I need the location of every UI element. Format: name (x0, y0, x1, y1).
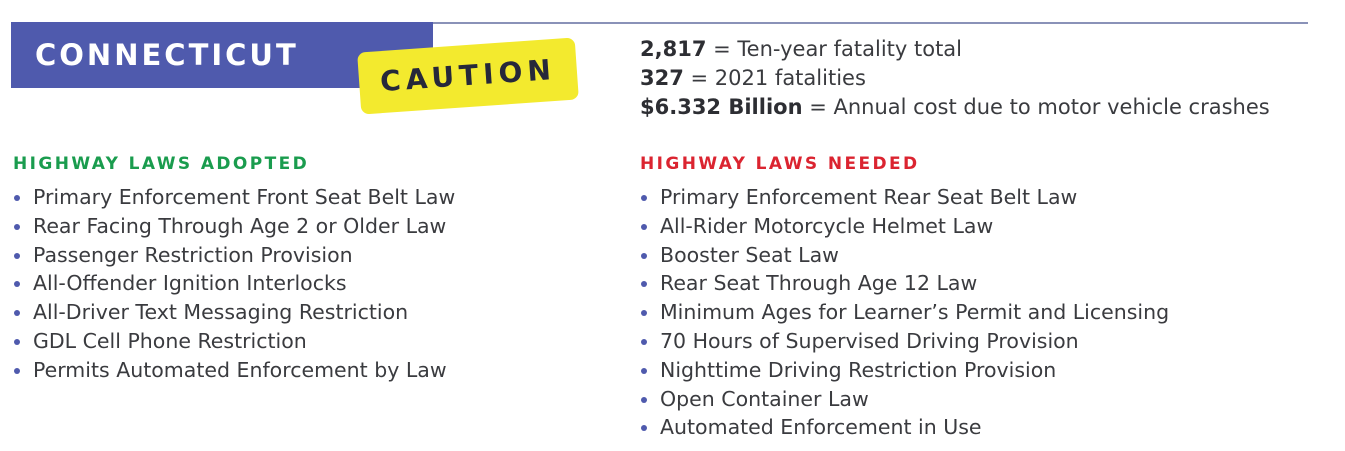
list-item (13, 269, 455, 298)
list-item-text: Permits Automated Enforcement by Law (33, 357, 447, 382)
list-item (13, 327, 455, 356)
stat-label: = Ten-year fatality total (713, 37, 963, 61)
list-item (640, 385, 1169, 414)
bullet-icon (14, 195, 20, 201)
bullet-icon (641, 310, 647, 316)
bullet-icon (14, 310, 20, 316)
laws-needed-list (640, 183, 1169, 442)
list-item (640, 298, 1169, 327)
stat-ten-year-total (640, 35, 1270, 64)
list-item-text: Open Container Law (660, 386, 869, 411)
list-item (640, 212, 1169, 241)
laws-needed-heading: HIGHWAY LAWS NEEDED (640, 154, 920, 174)
laws-adopted-heading: HIGHWAY LAWS ADOPTED (13, 154, 310, 174)
laws-needed-section (640, 152, 1169, 442)
laws-adopted-section (13, 152, 455, 385)
bullet-icon (641, 339, 647, 345)
list-item-text: Booster Seat Law (660, 242, 839, 267)
bullet-icon (641, 397, 647, 403)
bullet-icon (14, 339, 20, 345)
bullet-icon (641, 281, 647, 287)
stat-label: = 2021 fatalities (690, 66, 866, 90)
bullet-icon (641, 368, 647, 374)
list-item-text: 70 Hours of Supervised Driving Provision (660, 328, 1079, 353)
bullet-icon (14, 224, 20, 230)
list-item (13, 356, 455, 385)
list-item-text: Rear Facing Through Age 2 or Older Law (33, 213, 447, 238)
stat-value: 327 (640, 66, 684, 90)
list-item-text: All-Rider Motorcycle Helmet Law (660, 213, 994, 238)
list-item-text: Automated Enforcement in Use (660, 415, 982, 440)
list-item (13, 241, 455, 270)
stat-value: 2,817 (640, 37, 707, 61)
list-item (640, 269, 1169, 298)
list-item (640, 183, 1169, 212)
list-item-text: Nighttime Driving Restriction Provision (660, 357, 1057, 382)
list-item-text: Primary Enforcement Front Seat Belt Law (33, 185, 456, 209)
list-item-text: Passenger Restriction Provision (33, 242, 353, 267)
bullet-icon (14, 368, 20, 374)
caution-badge-label: CAUTION (379, 52, 557, 99)
list-item (13, 212, 455, 241)
list-item-text: Primary Enforcement Rear Seat Belt Law (660, 185, 1078, 209)
stat-annual-cost (640, 93, 1270, 122)
list-item (640, 356, 1169, 385)
bullet-icon (641, 224, 647, 230)
list-item (640, 327, 1169, 356)
list-item (640, 241, 1169, 270)
list-item-text: Rear Seat Through Age 12 Law (660, 271, 978, 296)
bullet-icon (14, 281, 20, 287)
laws-adopted-list (13, 183, 455, 385)
bullet-icon (14, 253, 20, 259)
list-item-text: GDL Cell Phone Restriction (33, 328, 307, 353)
header-divider (432, 22, 1308, 24)
list-item-text: All-Offender Ignition Interlocks (33, 271, 347, 296)
list-item (640, 413, 1169, 442)
state-name: CONNECTICUT (35, 38, 299, 72)
list-item-text: All-Driver Text Messaging Restriction (33, 300, 409, 325)
list-item (13, 298, 455, 327)
bullet-icon (641, 253, 647, 259)
stat-value: $6.332 Billion (640, 95, 803, 119)
stat-label: = Annual cost due to motor vehicle crashes (809, 95, 1270, 119)
list-item (13, 183, 455, 212)
fatality-stats (640, 35, 1270, 122)
stat-2021-fatalities (640, 64, 1270, 93)
list-item-text: Minimum Ages for Learner’s Permit and Licensing (660, 300, 1170, 325)
bullet-icon (641, 195, 647, 201)
bullet-icon (641, 425, 647, 431)
